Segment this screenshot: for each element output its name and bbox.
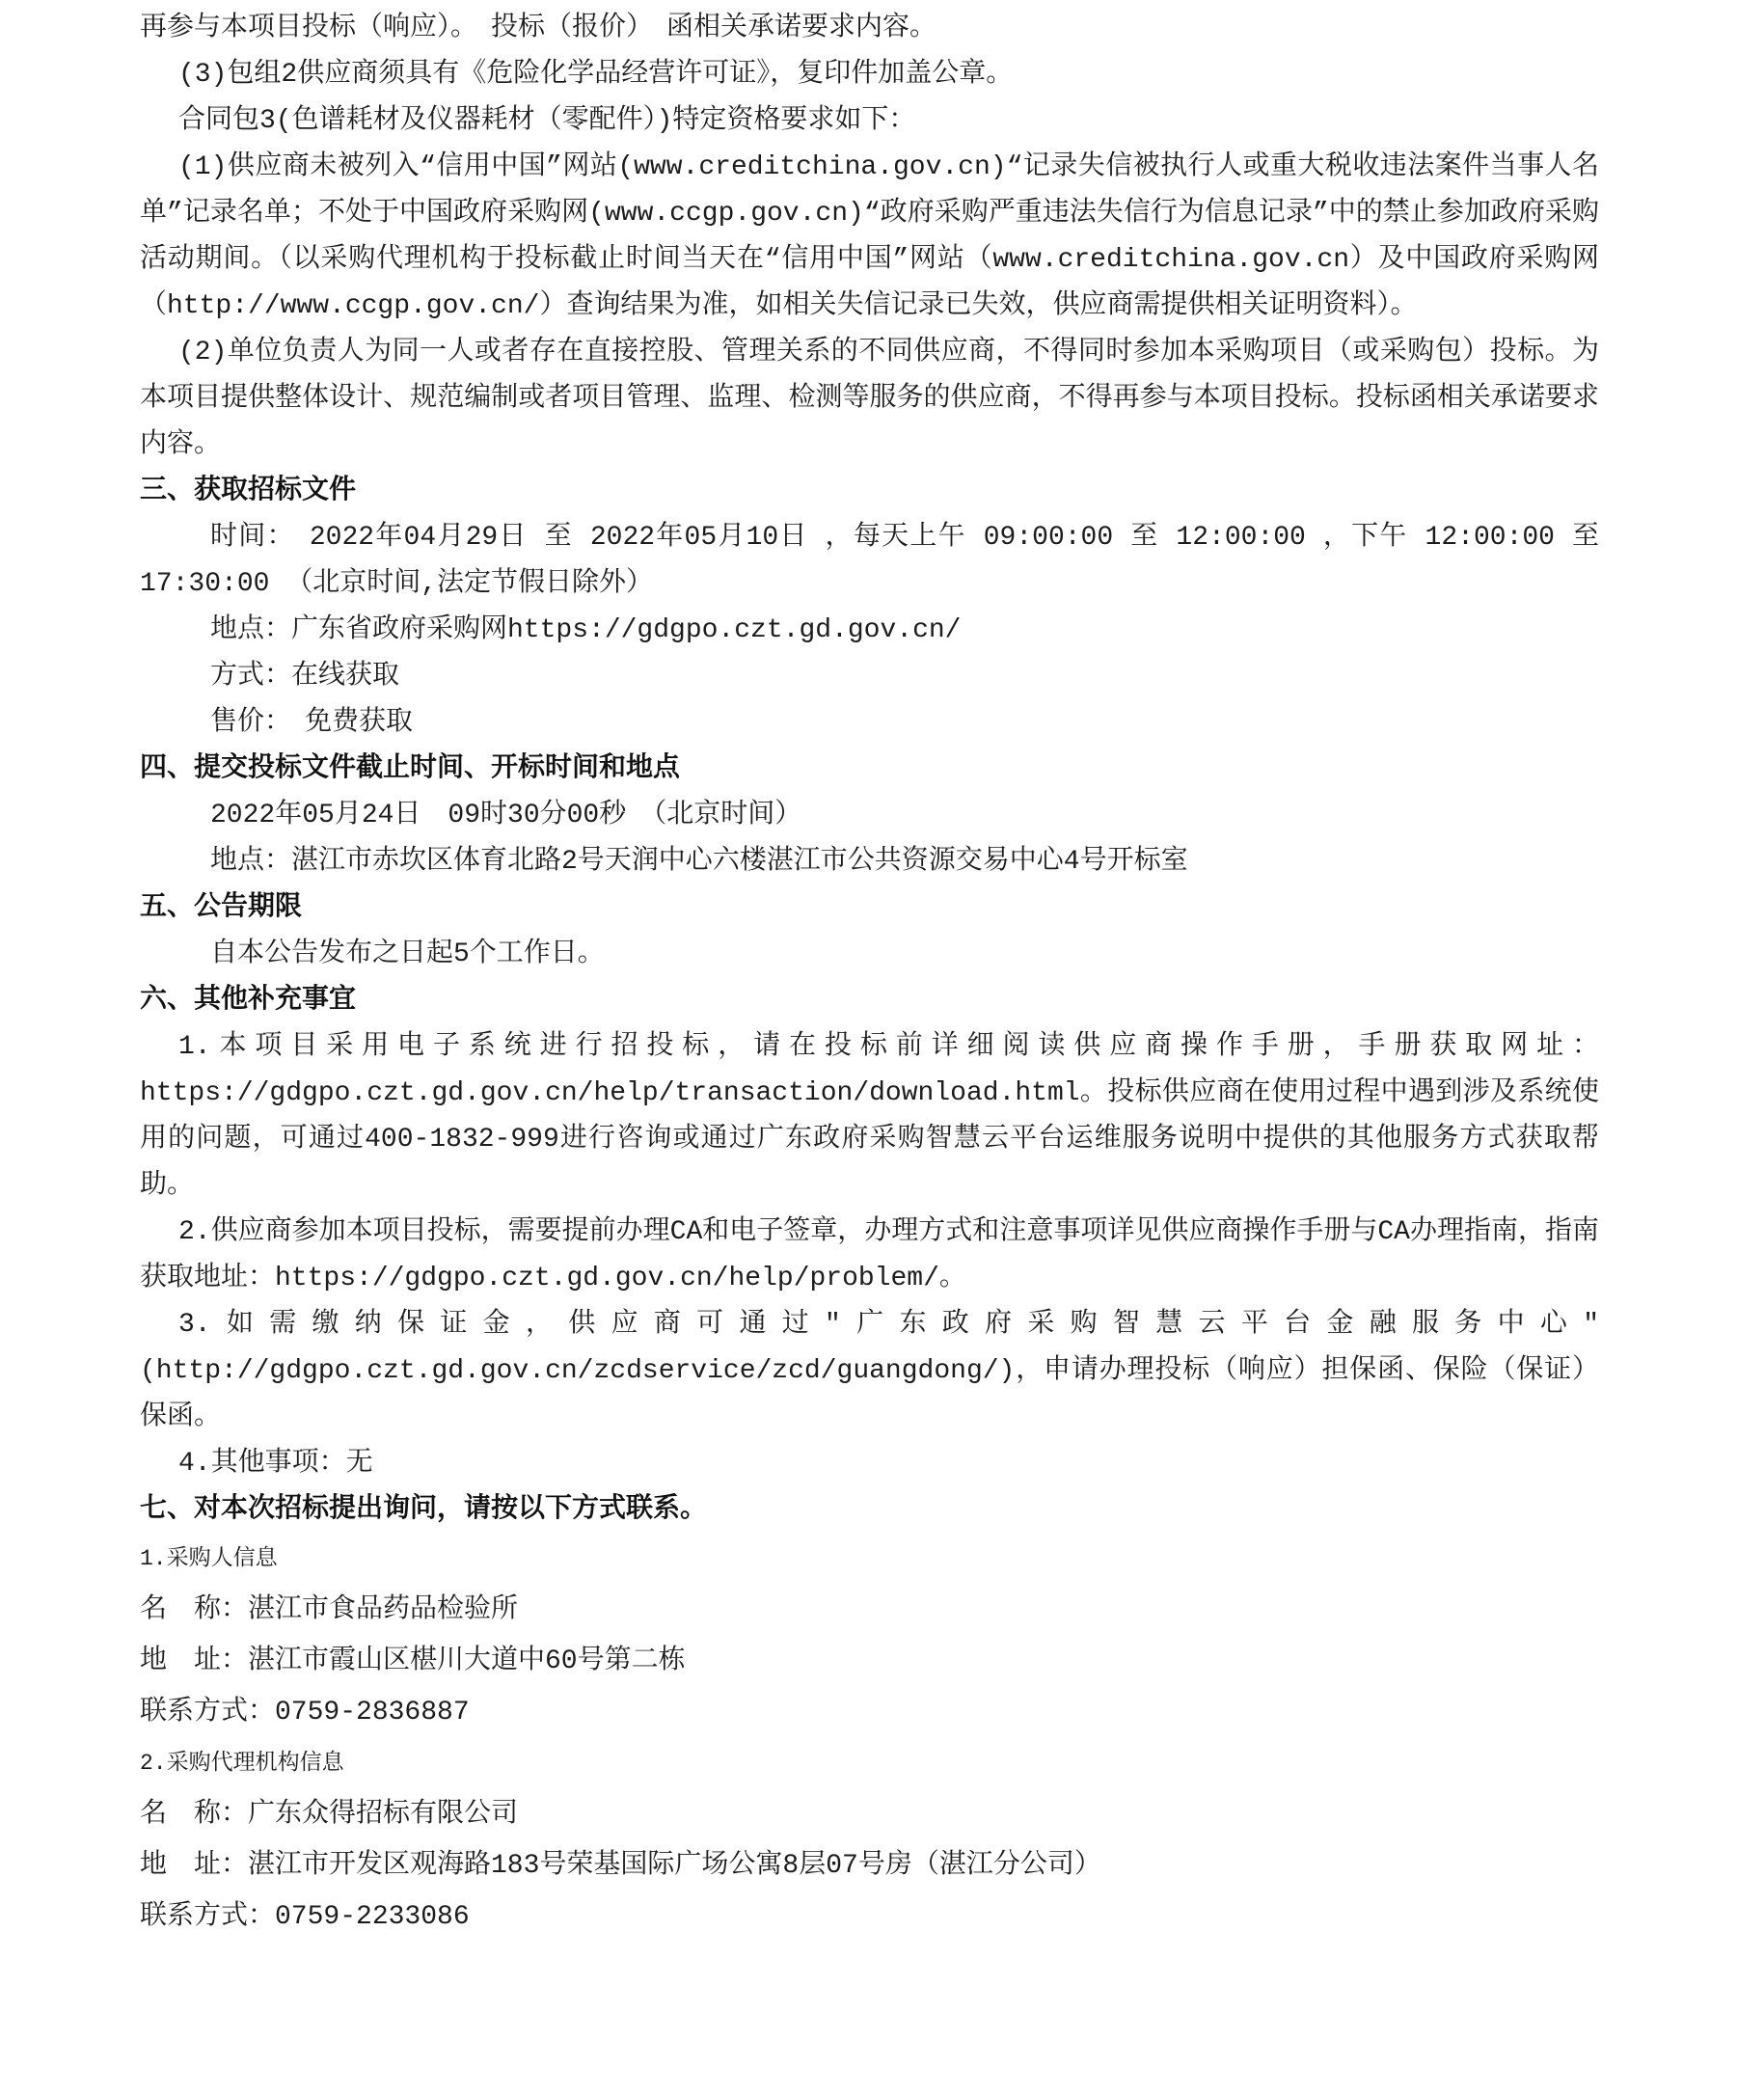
section-heading-obtain-documents: 三、获取招标文件 bbox=[140, 476, 357, 506]
para-same-responsible-person: (2)单位负责人为同一人或者存在直接控股、管理关系的不同供应商，不得同时参加本采购项目（或采购包）投标。为本项目提供整体设计、规范编制或者项目管理、监理、检测等服务的供应商，不得再参与本项目投标。投标函相关承诺要求内容。 bbox=[140, 338, 1599, 460]
supplementary-item-ca-signature: 2.供应商参加本项目投标，需要提前办理CA和电子签章，办理方式和注意事项详见供应商操作手册与CA办理指南，指南获取地址：https://gdgpo.czt.gd.gov.cn/help/problem/。 bbox=[140, 1217, 1599, 1293]
section-heading-contact: 七、对本次招标提出询问，请按以下方式联系。 bbox=[140, 1495, 708, 1525]
para-credit-china-requirement: (1)供应商未被列入“信用中国”网站(www.creditchina.gov.cn)“记录失信被执行人或重大税收违法案件当事人名单”记录名单；不处于中国政府采购网(www.ccgp.gov.cn)“政府采购严重违法失信行为信息记录”中的禁止参加政府采购活动期间。（以采购代理机构于投标截止时间当天在“信用中国”网站（www.creditchina.gov.cn）及中国政府采购网（http://www.ccgp.gov.cn/）查询结果为准，如相关失信记录已失效，供应商需提供相关证明资料）。 bbox=[140, 152, 1599, 321]
tender-doc-time: 时间： 2022年04月29日 至 2022年05月10日 ，每天上午 09:00:00 至 12:00:00 ，下午 12:00:00 至 17:30:00 （北京时间,法定节假日除外） bbox=[140, 523, 1599, 599]
section-heading-deadline-opening: 四、提交投标文件截止时间、开标时间和地点 bbox=[140, 754, 681, 784]
tender-doc-method: 方式：在线获取 bbox=[210, 662, 400, 692]
para-package2-hazchem-license: (3)包组2供应商须具有《危险化学品经营许可证》，复印件加盖公章。 bbox=[178, 60, 1014, 90]
agency-contact: 联系方式：0759-2233086 bbox=[140, 1902, 470, 1932]
tender-doc-price: 售价： 免费获取 bbox=[210, 708, 414, 738]
bid-opening-place: 地点：湛江市赤坎区体育北路2号天润中心六楼湛江市公共资源交易中心4号开标室 bbox=[210, 847, 1188, 877]
bid-deadline-datetime: 2022年05月24日 09时30分00秒 （北京时间） bbox=[210, 801, 802, 830]
supplementary-item-other: 4.其他事项：无 bbox=[178, 1449, 373, 1479]
buyer-name: 名 称：湛江市食品药品检验所 bbox=[140, 1595, 519, 1625]
para-bid-letter-commitment-cont: 再参与本项目投标（响应）。 投标（报价） 函相关承诺要求内容。 bbox=[140, 14, 937, 43]
section-heading-supplementary: 六、其他补充事宜 bbox=[140, 986, 357, 1016]
buyer-address: 地 址：湛江市霞山区椹川大道中60号第二栋 bbox=[140, 1646, 686, 1676]
agency-info-title: 2.采购代理机构信息 bbox=[140, 1751, 344, 1776]
buyer-contact: 联系方式：0759-2836887 bbox=[140, 1698, 470, 1728]
agency-address: 地 址：湛江市开发区观海路183号荣基国际广场公寓8层07号房（湛江分公司） bbox=[140, 1851, 1101, 1881]
buyer-info-title: 1.采购人信息 bbox=[140, 1546, 278, 1571]
agency-name: 名 称：广东众得招标有限公司 bbox=[140, 1800, 519, 1830]
announcement-period-text: 自本公告发布之日起5个工作日。 bbox=[210, 939, 605, 969]
para-package3-qualification-intro: 合同包3(色谱耗材及仪器耗材（零配件）)特定资格要求如下： bbox=[178, 106, 916, 136]
supplementary-item-e-bidding: 1.本项目采用电子系统进行招投标，请在投标前详细阅读供应商操作手册，手册获取网址：https://gdgpo.czt.gd.gov.cn/help/transaction/download.html。投标供应商在使用过程中遇到涉及系统使用的问题，可通过400-1832-999进行咨询或通过广东政府采购智慧云平台运维服务说明中提供的其他服务方式获取帮助。 bbox=[140, 1032, 1599, 1201]
supplementary-item-guarantee: 3.如需缴纳保证金，供应商可通过"广东政府采购智慧云平台金融服务中心"(http://gdgpo.czt.gd.gov.cn/zcdservice/zcd/guangdong/)，申请办理投标（响应）担保函、保险（保证）保函。 bbox=[140, 1310, 1599, 1432]
tender-doc-place: 地点：广东省政府采购网https://gdgpo.czt.gd.gov.cn/ bbox=[210, 615, 962, 645]
section-heading-announcement-period: 五、公告期限 bbox=[140, 893, 303, 923]
